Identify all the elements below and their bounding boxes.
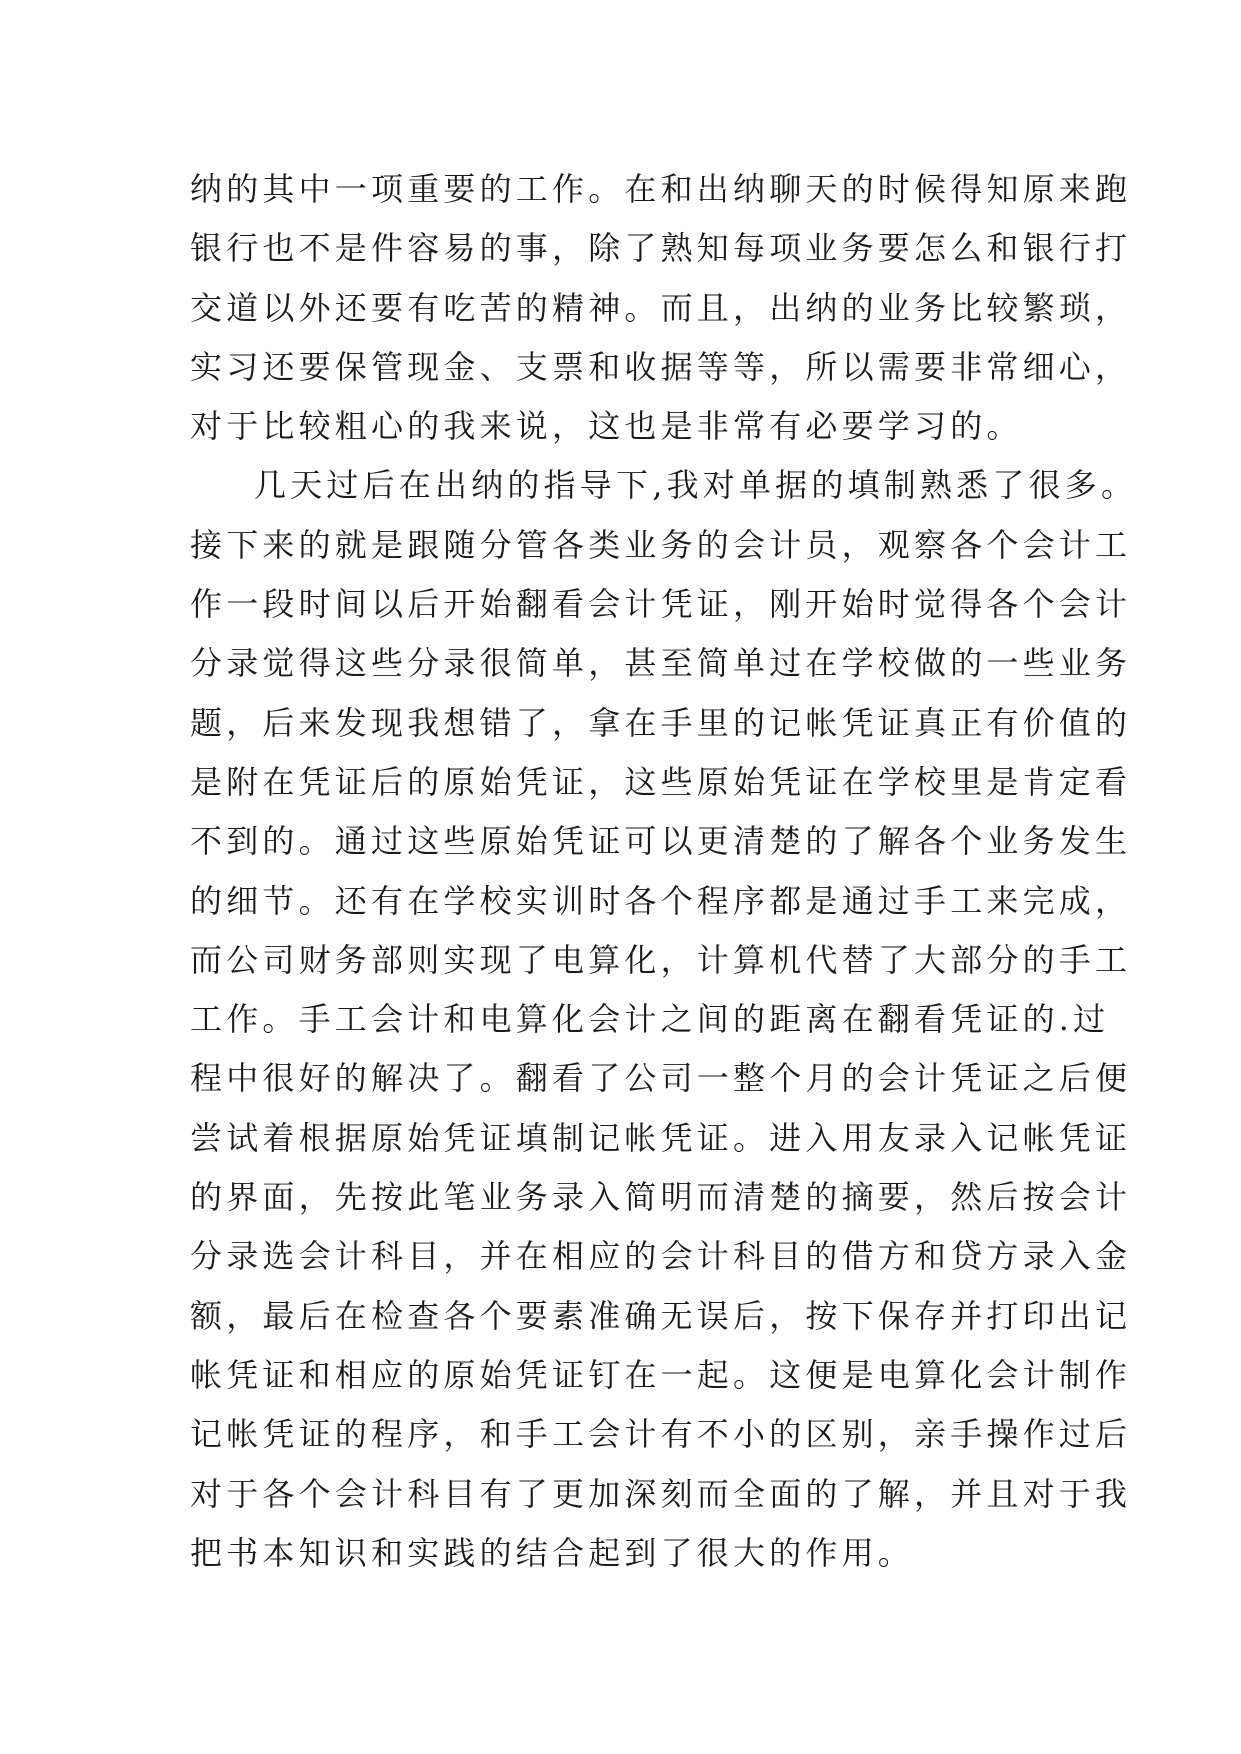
text-line: 记帐凭证的程序，和手工会计有不小的区别，亲手操作过后 xyxy=(190,1415,1132,1454)
text-line: 是附在凭证后的原始凭证，这些原始凭证在学校里是肯定看 xyxy=(190,762,1132,801)
text-line: 额，最后在检查各个要素准确无误后，按下保存并打印出记 xyxy=(190,1296,1132,1335)
text-line: 工作。手工会计和电算化会计之间的距离在翻看凭证的.过 xyxy=(190,1000,1110,1039)
text-line: 实习还要保管现金、支票和收据等等，所以需要非常细心， xyxy=(190,347,1132,386)
text-line: 程中很好的解决了。翻看了公司一整个月的会计凭证之后便 xyxy=(190,1059,1132,1098)
text-line: 的细节。还有在学校实训时各个程序都是通过手工来完成， xyxy=(190,881,1132,920)
text-line: 分录觉得这些分录很简单，甚至简单过在学校做的一些业务 xyxy=(190,644,1132,683)
text-line: 分录选会计科目，并在相应的会计科目的借方和贷方录入金 xyxy=(190,1237,1132,1276)
text-line: 银行也不是件容易的事，除了熟知每项业务要怎么和银行打 xyxy=(190,229,1132,268)
body-text xyxy=(190,160,1138,1583)
text-line: 不到的。通过这些原始凭证可以更清楚的了解各个业务发生 xyxy=(190,822,1132,861)
text-line: 帐凭证和相应的原始凭证钉在一起。这便是电算化会计制作 xyxy=(190,1355,1132,1394)
text-line: 对于比较粗心的我来说，这也是非常有必要学习的。 xyxy=(190,407,1023,446)
text-line: 纳的其中一项重要的工作。在和出纳聊天的时候得知原来跑 xyxy=(190,170,1132,208)
text-line: 把书本知识和实践的结合起到了很大的作用。 xyxy=(190,1533,915,1572)
text-line: 尝试着根据原始凭证填制记帐凭证。进入用友录入记帐凭证 xyxy=(190,1118,1132,1157)
text-line: 而公司财务部则实现了电算化，计算机代替了大部分的手工 xyxy=(190,940,1132,979)
text-line: 的界面，先按此笔业务录入简明而清楚的摘要，然后按会计 xyxy=(190,1178,1132,1217)
text-line: 题，后来发现我想错了，拿在手里的记帐凭证真正有价值的 xyxy=(190,703,1132,742)
text-line: 作一段时间以后开始翻看会计凭证，刚开始时觉得各个会计 xyxy=(190,585,1132,624)
text-line: 几天过后在出纳的指导下,我对单据的填制熟悉了很多。 xyxy=(254,466,1138,505)
text-line: 交道以外还要有吃苦的精神。而且，出纳的业务比较繁琐， xyxy=(190,288,1132,327)
text-line: 对于各个会计科目有了更加深刻而全面的了解，并且对于我 xyxy=(190,1474,1132,1513)
text-line: 接下来的就是跟随分管各类业务的会计员，观察各个会计工 xyxy=(190,525,1132,564)
